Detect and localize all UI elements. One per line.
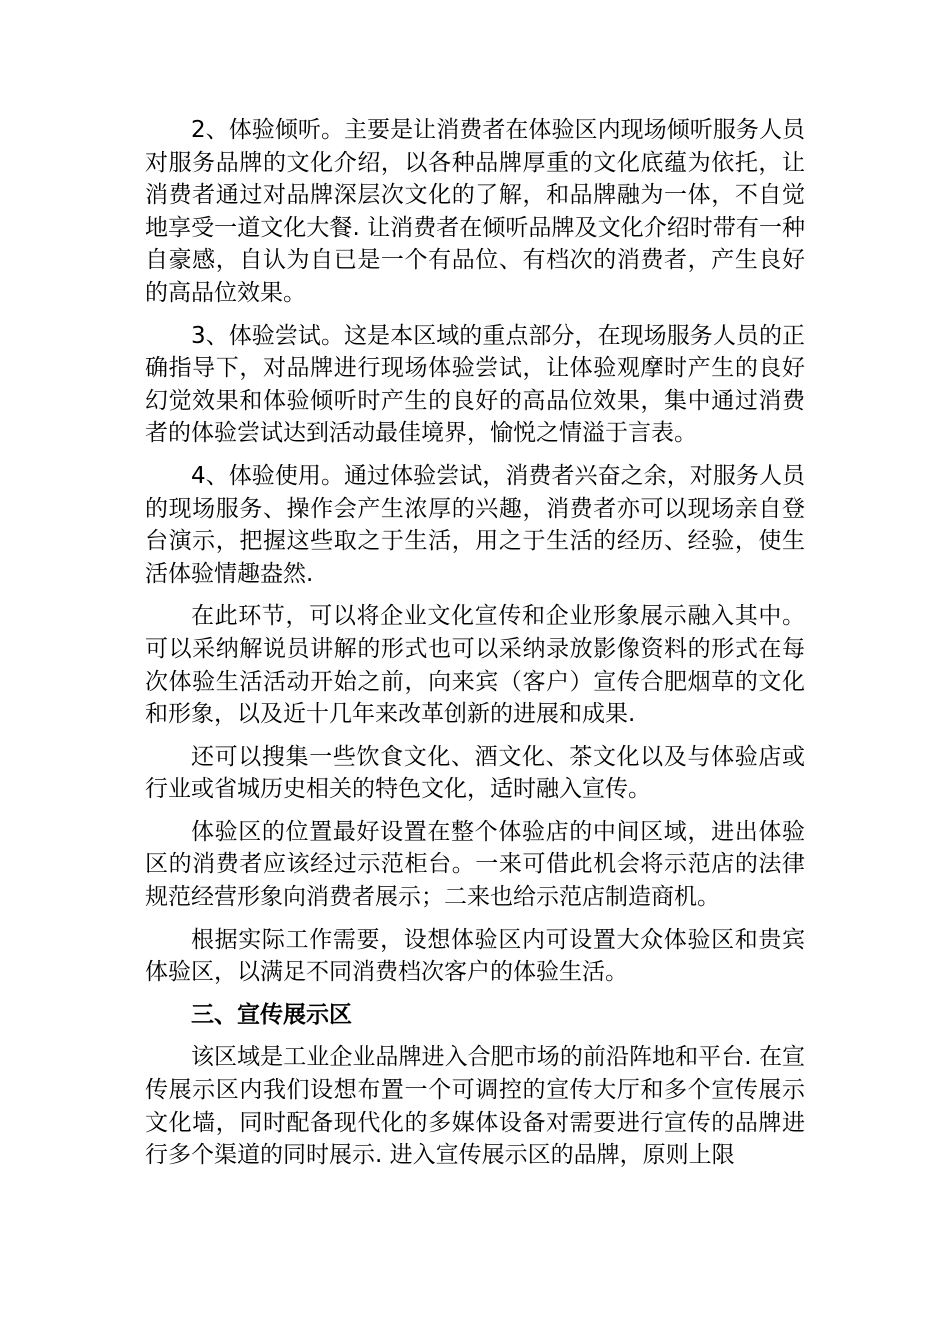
paragraph-cultural-collection: 还可以搜集一些饮食文化、酒文化、茶文化以及与体验店或行业或省城历史相关的特色文化，适时融入宣传。 (145, 743, 805, 803)
paragraph-experience-using: 4、体验使用。通过体验尝试，消费者兴奋之余，对服务人员的现场服务、操作会产生浓厚的兴趣，消费者亦可以现场亲自登台演示，把握这些取之于生活，用之于生活的经历、经验，使生活体验情趣盎然. (145, 462, 805, 587)
document-page (145, 114, 805, 1182)
paragraph-experience-listening: 2、体验倾听。主要是让消费者在体验区内现场倾听服务人员对服务品牌的文化介绍，以各种品牌厚重的文化底蕴为依托，让消费者通过对品牌深层次文化的了解，和品牌融为一体，不自觉地享受一道文化大餐. 让消费者在倾听品牌及文化介绍时带有一种自豪感，自认为自已是一个有品位、有档次的消费者，产生良好的高品位效果。 (145, 117, 805, 306)
section-heading: 三、宣传展示区 (191, 1001, 352, 1028)
paragraph-experience-trying: 3、体验尝试。这是本区域的重点部分，在现场服务人员的正确指导下，对品牌进行现场体验尝试，让体验观摩时产生的良好幻觉效果和体验倾听时产生的良好的高品位效果，集中通过消费者的体验尝试达到活动最佳境界，愉悦之情溢于言表。 (145, 322, 805, 447)
paragraph-promotion-area: 该区域是工业企业品牌进入合肥市场的前沿阵地和平台. 在宣传展示区内我们设想布置一个可调控的宣传大厅和多个宣传展示文化墙，同时配备现代化的多媒体设备对需要进行宣传的品牌进行多个渠道的同时展示. 进入宣传展示区的品牌，原则上限 (145, 1044, 805, 1169)
paragraph-area-location: 体验区的位置最好设置在整个体验店的中间区域，进出体验区的消费者应该经过示范柜台。一来可借此机会将示范店的法律规范经营形象向消费者展示；二来也给示范店制造商机。 (145, 818, 805, 911)
paragraph-culture-promotion: 在此环节，可以将企业文化宣传和企业形象展示融入其中。可以采纳解说员讲解的形式也可以采纳录放影像资料的形式在每次体验生活活动开始之前，向来宾（客户）宣传合肥烟草的文化和形象，以及近十几年来改革创新的进展和成果. (145, 603, 805, 728)
paragraph-area-types: 根据实际工作需要，设想体验区内可设置大众体验区和贵宾体验区，以满足不同消费档次客户的体验生活。 (145, 926, 805, 986)
